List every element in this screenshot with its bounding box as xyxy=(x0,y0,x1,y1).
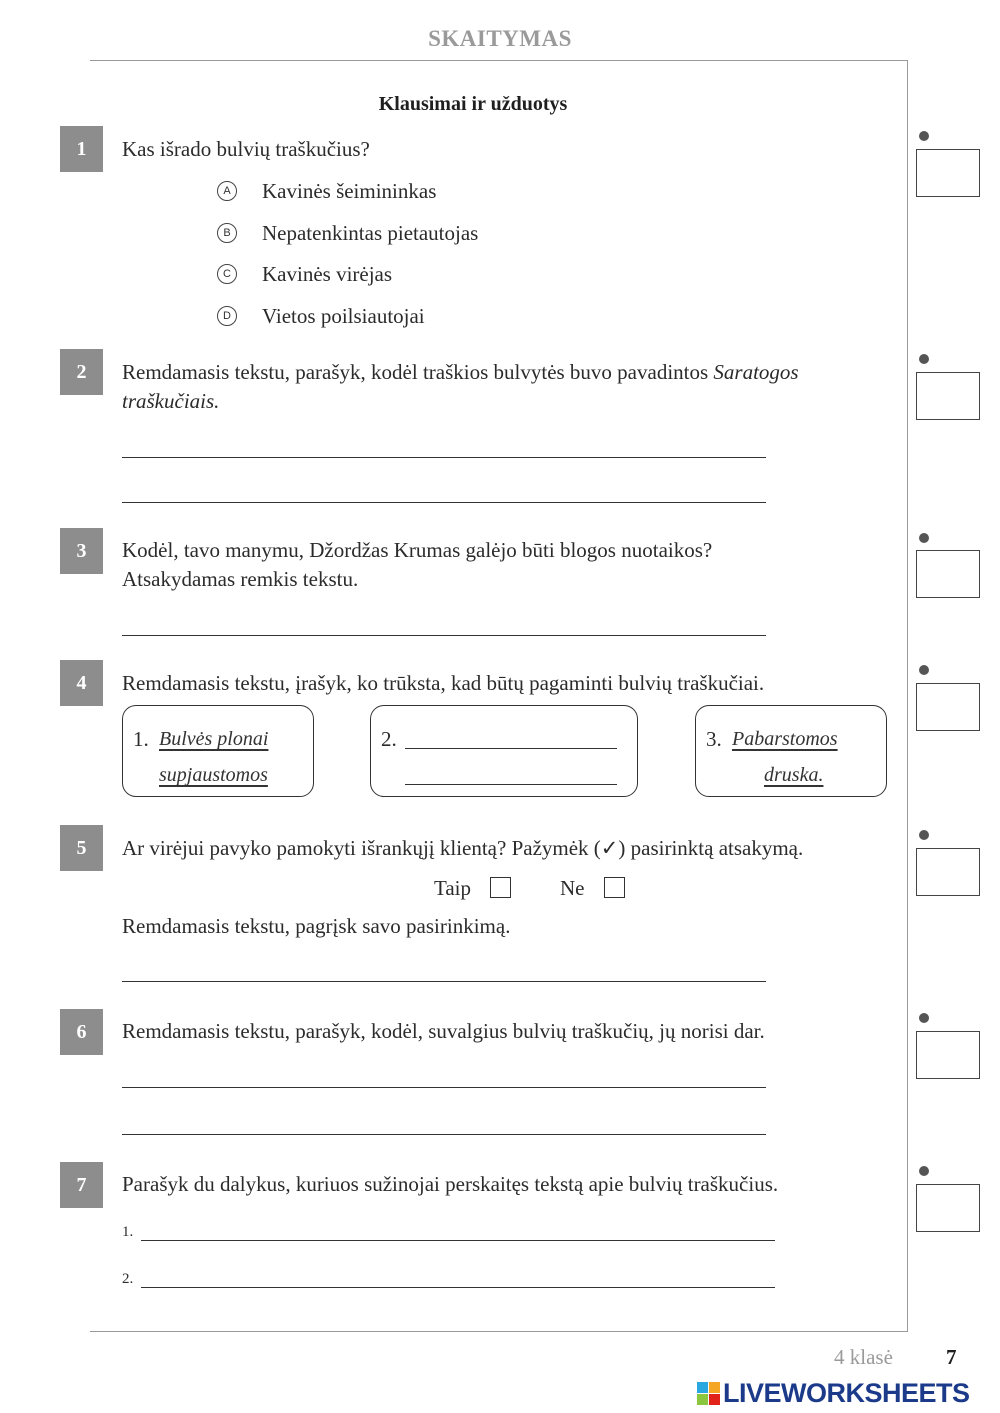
score-dot-3 xyxy=(919,533,929,543)
frame-top-border xyxy=(90,60,908,61)
question-number-1: 1 xyxy=(60,126,103,172)
score-dot-1 xyxy=(919,131,929,141)
answer-item-2-number: 2. xyxy=(122,1271,134,1287)
question-5-justify: Remdamasis tekstu, pagrįsk savo pasirinkimą. xyxy=(122,914,511,938)
score-dot-7 xyxy=(919,1166,929,1176)
score-dot-6 xyxy=(919,1013,929,1023)
answer-box-1-number: 1. xyxy=(133,727,149,751)
answer-box-1 xyxy=(122,705,314,797)
answer-box-1-line-1: Bulvės plonai xyxy=(159,728,269,750)
question-number-3: 3 xyxy=(60,528,103,574)
option-a-circle[interactable]: A xyxy=(217,181,237,201)
question-6-text: Remdamasis tekstu, parašyk, kodėl, suvalgius bulvių traškučių, jų norisi dar. xyxy=(122,1019,765,1043)
no-checkbox[interactable] xyxy=(604,877,625,898)
option-a[interactable] xyxy=(217,178,436,204)
question-number-7: 7 xyxy=(60,1162,103,1208)
option-d-circle[interactable]: D xyxy=(217,306,237,326)
score-box-4[interactable] xyxy=(916,683,980,731)
answer-box-2-line-2[interactable] xyxy=(405,784,617,785)
answer-line-7b[interactable] xyxy=(141,1287,775,1288)
answer-line-7a[interactable] xyxy=(141,1240,775,1241)
question-1-text: Kas išrado bulvių traškučius? xyxy=(122,137,370,161)
frame-right-border xyxy=(907,60,908,1332)
option-b[interactable] xyxy=(217,220,478,246)
option-c-label: Kavinės virėjas xyxy=(262,261,393,286)
brand-name: LIVEWORKSHEETS xyxy=(723,1377,970,1408)
score-box-2[interactable] xyxy=(916,372,980,420)
score-dot-4 xyxy=(919,665,929,675)
answer-line-3[interactable] xyxy=(122,635,766,636)
option-d[interactable] xyxy=(217,303,425,329)
question-2-text-italic: Saratogos traškučiais. xyxy=(122,360,799,413)
footer-page-number: 7 xyxy=(946,1345,957,1369)
question-4-text: Remdamasis tekstu, įrašyk, ko trūksta, kad būtų pagaminti bulvių traškučiai. xyxy=(122,671,765,695)
score-box-3[interactable] xyxy=(916,550,980,598)
answer-line-6a[interactable] xyxy=(122,1087,766,1088)
option-b-label: Nepatenkintas pietautojas xyxy=(262,220,479,245)
answer-box-1-line-2: supjaustomos xyxy=(159,764,268,786)
score-dot-5 xyxy=(919,830,929,840)
answer-box-3-number: 3. xyxy=(706,727,722,751)
frame-bottom-border xyxy=(90,1331,908,1332)
question-2-text xyxy=(122,358,882,416)
answer-line-6b[interactable] xyxy=(122,1134,766,1135)
score-box-1[interactable] xyxy=(916,149,980,197)
footer-grade: 4 klasė xyxy=(834,1345,893,1369)
option-d-label: Vietos poilsiautojai xyxy=(262,303,425,328)
question-number-6: 6 xyxy=(60,1009,103,1055)
no-label: Ne xyxy=(560,876,585,900)
yes-option xyxy=(434,874,511,903)
option-c[interactable] xyxy=(217,261,392,287)
yes-label: Taip xyxy=(434,876,472,900)
question-5-text: Ar virėjui pavyko pamokyti išrankųjį klientą? Pažymėk (✓) pasirinktą atsakymą. xyxy=(122,836,804,860)
question-3-line-1: Kodėl, tavo manymu, Džordžas Krumas galėjo būti blogos nuotaikos? xyxy=(122,538,713,562)
option-b-circle[interactable]: B xyxy=(217,223,237,243)
answer-box-2-number: 2. xyxy=(381,727,397,751)
question-number-4: 4 xyxy=(60,660,103,706)
question-number-5: 5 xyxy=(60,825,103,871)
section-title: Klausimai ir užduotys xyxy=(378,93,568,115)
question-number-2: 2 xyxy=(60,349,103,395)
answer-box-3-line-2: druska. xyxy=(764,764,824,786)
answer-box-3 xyxy=(695,705,887,797)
answer-box-3-line-1: Pabarstomos xyxy=(732,728,838,750)
score-box-7[interactable] xyxy=(916,1184,980,1232)
question-2-text-plain: Remdamasis tekstu, parašyk, kodėl traškios bulvytės buvo pavadintos xyxy=(122,360,714,384)
question-3-line-2: Atsakydamas remkis tekstu. xyxy=(122,567,359,591)
liveworksheets-logo-icon xyxy=(697,1382,720,1405)
yes-checkbox[interactable] xyxy=(490,877,511,898)
score-dot-2 xyxy=(919,354,929,364)
liveworksheets-brand[interactable] xyxy=(697,1377,970,1409)
answer-line-2b[interactable] xyxy=(122,502,766,503)
option-c-circle[interactable]: C xyxy=(217,264,237,284)
score-box-6[interactable] xyxy=(916,1031,980,1079)
page-header-title: SKAITYMAS xyxy=(428,26,572,51)
answer-line-2a[interactable] xyxy=(122,457,766,458)
answer-box-2-line-1[interactable] xyxy=(405,748,617,749)
answer-item-1-number: 1. xyxy=(122,1224,134,1240)
answer-box-2[interactable] xyxy=(370,705,638,797)
answer-line-5[interactable] xyxy=(122,981,766,982)
score-box-5[interactable] xyxy=(916,848,980,896)
no-option xyxy=(560,874,625,903)
question-7-text: Parašyk du dalykus, kuriuos sužinojai perskaitęs tekstą apie bulvių traškučius. xyxy=(122,1172,779,1196)
option-a-label: Kavinės šeimininkas xyxy=(262,178,437,203)
